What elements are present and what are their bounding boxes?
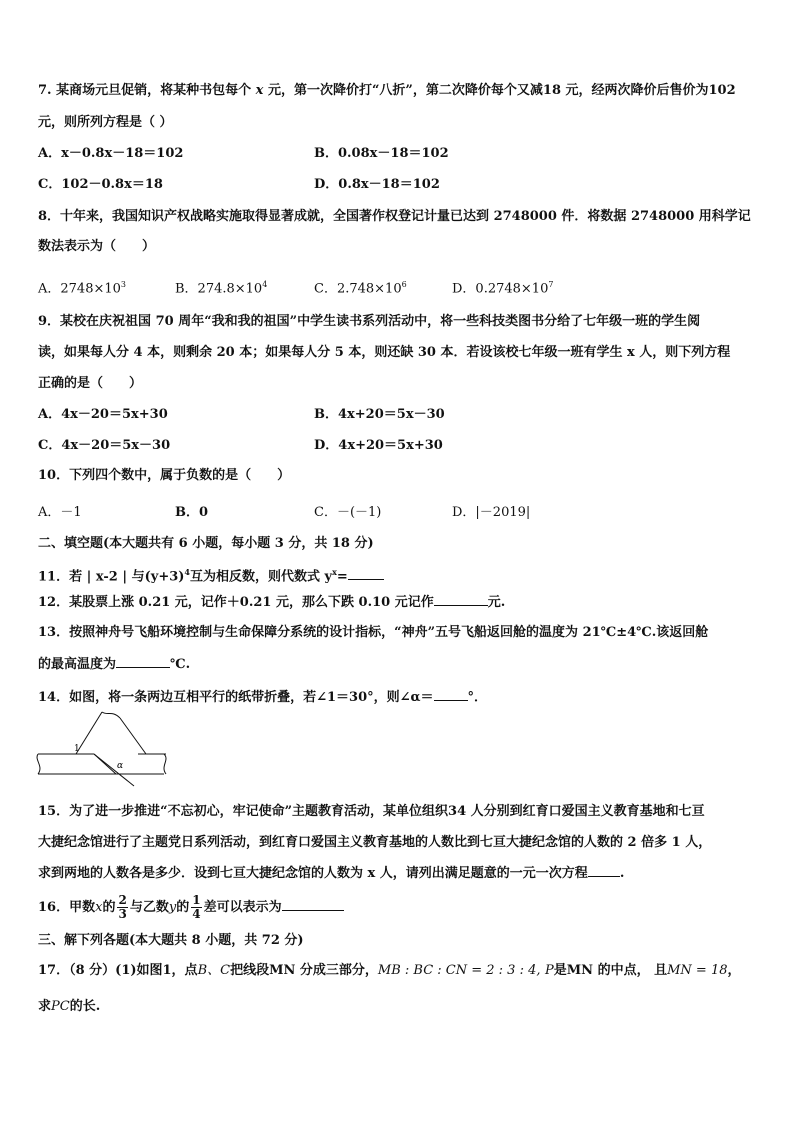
angle-alpha-label: α xyxy=(117,761,124,771)
q16-line: 16．甲数x的 $\frac{2}{3}$ 与乙数y的 $\frac{1}{4}$ 差可以表示为 xyxy=(38,890,344,926)
q11-line: 11．若 | x-2 | 与$(y+3)^4$互为相反数，则代数式 $y^x=$ xyxy=(38,563,384,586)
fraction-one-quarter: $\frac{1}{4}$ xyxy=(192,893,201,921)
q13-line2: 的最高温度为 ℃. xyxy=(38,657,191,672)
q7-text-b: 元，第一次降价打“八折”，第二次降价每个又减18 元，经两次降价后售价为102 xyxy=(267,83,736,98)
angle-1-label: 1 xyxy=(74,744,80,754)
q8-option-b: B．$274.8\times 10^4$ xyxy=(175,280,268,297)
q9-line3: 正确的是（ ） xyxy=(38,376,143,391)
q9-option-c: C．4x－20＝5x－30 xyxy=(38,438,171,453)
q7-option-d: D．0.8x－18＝102 xyxy=(314,177,440,192)
q11-answer-blank[interactable] xyxy=(348,567,384,580)
q10-option-d: D．|－2019| xyxy=(452,505,531,520)
q7-option-b: B．0.08x－18＝102 xyxy=(314,146,449,161)
crease-line xyxy=(94,754,134,786)
flap-right-edge xyxy=(120,718,146,754)
q17-line1: 17．（8 分）(1)如图1，点B、C把线段MN 分成三部分，MB : BC : CN = 2 : 3 : 4, P是MN 的中点， 且MN = 18， xyxy=(38,963,741,978)
section-2-heading: 二、填空题(本大题共有 6 小题，每小题 3 分，共 18 分) xyxy=(38,536,374,551)
q9-line2: 读，如果每人分 4 本，则剩余 20 本；如果每人分 5 本，则还缺 30 本．若设该校七年级一班有学生 x 人，则下列方程 xyxy=(38,345,731,360)
q8-line2: 数法表示为（ ） xyxy=(38,239,156,254)
q14-line: 14．如图，将一条两边互相平行的纸带折叠，若∠1＝30°，则∠α＝ °． xyxy=(38,690,488,705)
q16-answer-blank[interactable] xyxy=(282,898,344,911)
section-3-heading: 三、解下列各题(本大题共 8 小题，共 72 分) xyxy=(38,933,304,948)
q12-answer-blank[interactable] xyxy=(434,593,488,606)
q7-var: x xyxy=(255,83,264,98)
strip-left-end xyxy=(37,754,40,774)
flap-wavy-top xyxy=(102,712,120,718)
q10-option-b: B．0 xyxy=(175,505,209,520)
q10-option-c: C．－(－1) xyxy=(314,505,382,520)
q9-line1: 9．某校在庆祝祖国 70 周年“我和我的祖国”中学生读书系列活动中，将一些科技类图书分给了七年级一班的学生阅 xyxy=(38,314,701,329)
q7-text-a: 7. 某商场元旦促销，将某种书包每个 xyxy=(38,83,252,98)
strip-right-end xyxy=(164,754,166,774)
q8-line1: 8．十年来，我国知识产权战略实施取得显著成就，全国著作权登记计量已达到 2748000 件．将数据 2748000 用科学记 xyxy=(38,209,751,224)
q13-line1: 13．按照神舟号飞船环境控制与生命保障分系统的设计指标，“神舟”五号飞船返回舱的温度为 21℃±4℃.该返回舱 xyxy=(38,625,709,640)
q7-option-c: C．102－0.8x＝18 xyxy=(38,177,163,192)
q14-answer-blank[interactable] xyxy=(434,688,468,701)
q9-option-a: A．4x－20＝5x+30 xyxy=(38,407,168,422)
q9-option-b: B．4x+20＝5x－30 xyxy=(314,407,445,422)
folded-strip-figure xyxy=(36,708,172,788)
q8-option-c: C．$2.748\times 10^6$ xyxy=(314,280,407,297)
q15-answer-blank[interactable] xyxy=(588,864,620,877)
q7-line2: 元，则所列方程是（ ） xyxy=(38,115,173,130)
q10-option-a: A．－1 xyxy=(38,505,82,520)
q17-line2: 求PC的长. xyxy=(38,999,101,1014)
flap-left-edge xyxy=(76,712,102,754)
q10-line1: 10．下列四个数中，属于负数的是（ ） xyxy=(38,468,291,483)
q7-option-a: A．x－0.8x－18＝102 xyxy=(38,146,184,161)
q12-line: 12．某股票上涨 0.21 元，记作＋0.21 元，那么下跌 0.10 元记作 元. xyxy=(38,595,506,610)
q7-line1 xyxy=(38,82,736,100)
q15-line3: 求到两地的人数各是多少．设到七亘大捷纪念馆的人数为 x 人，请列出满足题意的一元一次方程 . xyxy=(38,866,625,881)
q9-option-d: D．4x+20＝5x+30 xyxy=(314,438,443,453)
q15-line1: 15．为了进一步推进“不忘初心，牢记使命”主题教育活动，某单位组织34 人分别到红育口爱国主义教育基地和七亘 xyxy=(38,804,705,819)
q13-answer-blank[interactable] xyxy=(116,655,170,668)
q8-option-d: D．$0.2748\times 10^7$ xyxy=(452,280,554,297)
fraction-two-thirds: $\frac{2}{3}$ xyxy=(118,893,127,921)
q8-option-a: A．$2748\times 10^3$ xyxy=(38,280,127,297)
q15-line2: 大捷纪念馆进行了主题党日系列活动，到红育口爱国主义教育基地的人数比到七亘大捷纪念馆的人数的 2 倍多 1 人， xyxy=(38,835,712,850)
